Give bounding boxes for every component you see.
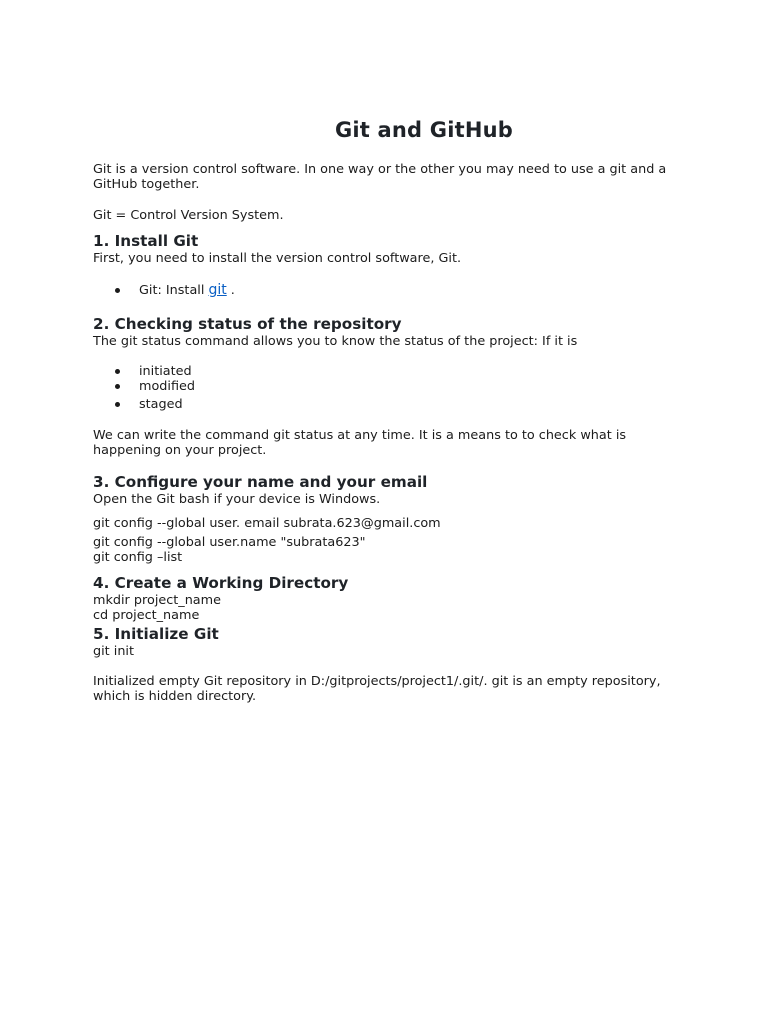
section-4-heading: 4. Create a Working Directory bbox=[93, 574, 349, 592]
section-2-text: The git status command allows you to know the status of the project: If it is bbox=[93, 334, 578, 349]
config-email-command: git config --global user. email subrata.623@gmail.com bbox=[93, 516, 441, 531]
install-git-item bbox=[139, 283, 235, 298]
install-git-prefix: Git: Install bbox=[139, 283, 209, 298]
install-git-suffix: . bbox=[226, 283, 235, 298]
status-item-modified: modified bbox=[139, 379, 196, 394]
config-name-command: git config --global user.name "subrata623" bbox=[93, 535, 366, 550]
git-init-command: git init bbox=[93, 644, 135, 659]
bullet-icon bbox=[115, 402, 120, 407]
config-list-command: git config –list bbox=[93, 550, 183, 565]
cd-command: cd project_name bbox=[93, 608, 200, 623]
bullet-icon bbox=[115, 384, 120, 389]
intro-paragraph: Git is a version control software. In one way or the other you may need to use a git and a GitHub together. bbox=[93, 162, 667, 192]
page-title: Git and GitHub bbox=[334, 118, 514, 142]
section-3-text: Open the Git bash if your device is Windows. bbox=[93, 492, 381, 507]
mkdir-command: mkdir project_name bbox=[93, 593, 221, 608]
section-5-heading: 5. Initialize Git bbox=[93, 625, 219, 643]
status-item-initiated: initiated bbox=[139, 364, 192, 379]
section-1-heading: 1. Install Git bbox=[93, 232, 199, 250]
section-2-heading: 2. Checking status of the repository bbox=[93, 315, 402, 333]
intro-definition: Git = Control Version System. bbox=[93, 208, 284, 223]
section-3-heading: 3. Configure your name and your email bbox=[93, 473, 428, 491]
section-1-text: First, you need to install the version control software, Git. bbox=[93, 251, 462, 266]
bullet-icon bbox=[115, 288, 120, 293]
section-5-note: Initialized empty Git repository in D:/gitprojects/project1/.git/. git is an empty repository, which is hidden directory. bbox=[93, 674, 661, 704]
bullet-icon bbox=[115, 369, 120, 374]
git-link[interactable]: git bbox=[208, 282, 227, 298]
section-2-note: We can write the command git status at any time. It is a means to to check what is happening on your project. bbox=[93, 428, 627, 458]
status-item-staged: staged bbox=[139, 397, 183, 412]
